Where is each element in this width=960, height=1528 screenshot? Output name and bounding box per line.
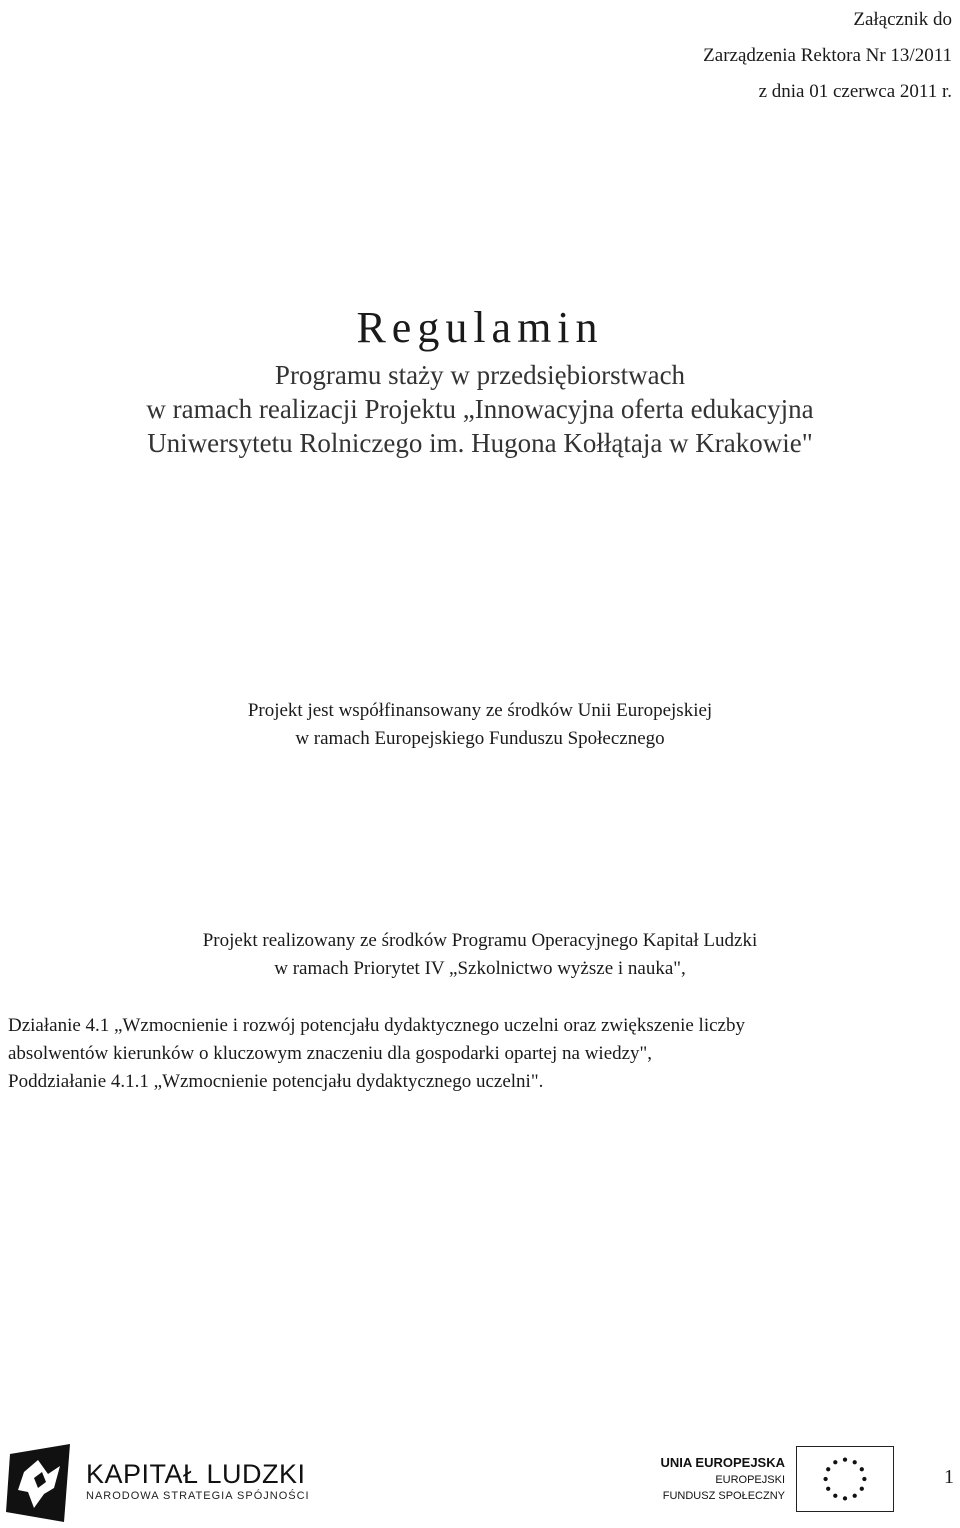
document-heading <box>0 298 960 460</box>
eu-star <box>843 1457 847 1461</box>
eu-star <box>826 1487 830 1491</box>
project-note <box>0 927 960 983</box>
kapital-ludzki-text <box>86 1458 310 1502</box>
eu-flag-icon <box>796 1446 894 1512</box>
annex-line-3: z dnia 01 czerwca 2011 r. <box>758 81 952 102</box>
heading-line-2: w ramach realizacji Projektu „Innowacyjna oferta edukacyjna <box>146 394 814 424</box>
annex-header <box>703 2 952 110</box>
cofinancing-line-1: Projekt jest współfinansowany ze środków Unii Europejskiej <box>247 700 713 721</box>
document-title: Regulamin <box>356 303 604 352</box>
eu-text <box>640 1454 785 1504</box>
eu-star <box>833 1494 837 1498</box>
eu-line-1: UNIA EUROPEJSKA <box>660 1455 785 1470</box>
eu-star <box>833 1460 837 1464</box>
eu-star <box>823 1477 827 1481</box>
eu-line-2: EUROPEJSKI <box>715 1474 785 1486</box>
action-paragraph <box>8 1012 952 1096</box>
action-line-2: absolwentów kierunków o kluczowym znaczeniu dla gospodarki opartej na wiedzy", <box>8 1043 653 1064</box>
eu-star <box>853 1460 857 1464</box>
kapital-ludzki-title: KAPITAŁ LUDZKI <box>86 1459 306 1489</box>
action-line-1: Działanie 4.1 „Wzmocnienie i rozwój potencjału dydaktycznego uczelni oraz zwiększenie liczby <box>8 1015 745 1036</box>
cofinancing-line-2: w ramach Europejskiego Funduszu Społecznego <box>295 728 665 749</box>
eu-star <box>826 1467 830 1471</box>
eu-star <box>860 1487 864 1491</box>
annex-line-2: Zarządzenia Rektora Nr 13/2011 <box>703 45 952 66</box>
kapital-ludzki-subtitle: NARODOWA STRATEGIA SPÓJNOŚCI <box>86 1490 310 1502</box>
page-number: 1 <box>944 1466 954 1488</box>
kapital-ludzki-logo-icon <box>4 1442 76 1526</box>
eu-line-3: FUNDUSZ SPOŁECZNY <box>662 1490 785 1502</box>
cofinancing-note <box>0 697 960 753</box>
heading-line-3: Uniwersytetu Rolniczego im. Hugona Kołłątaja w Krakowie" <box>147 428 813 458</box>
eu-star <box>860 1467 864 1471</box>
eu-star <box>862 1477 866 1481</box>
action-line-3: Poddziałanie 4.1.1 „Wzmocnienie potencjału dydaktycznego uczelni". <box>8 1071 544 1092</box>
annex-line-1: Załącznik do <box>853 9 952 30</box>
project-line-2: w ramach Priorytet IV „Szkolnictwo wyższe i nauka", <box>274 958 686 979</box>
project-line-1: Projekt realizowany ze środków Programu Operacyjnego Kapitał Ludzki <box>202 930 758 951</box>
heading-line-1: Programu staży w przedsiębiorstwach <box>274 360 686 390</box>
eu-star <box>853 1494 857 1498</box>
footer <box>0 1436 960 1528</box>
eu-star <box>843 1496 847 1500</box>
